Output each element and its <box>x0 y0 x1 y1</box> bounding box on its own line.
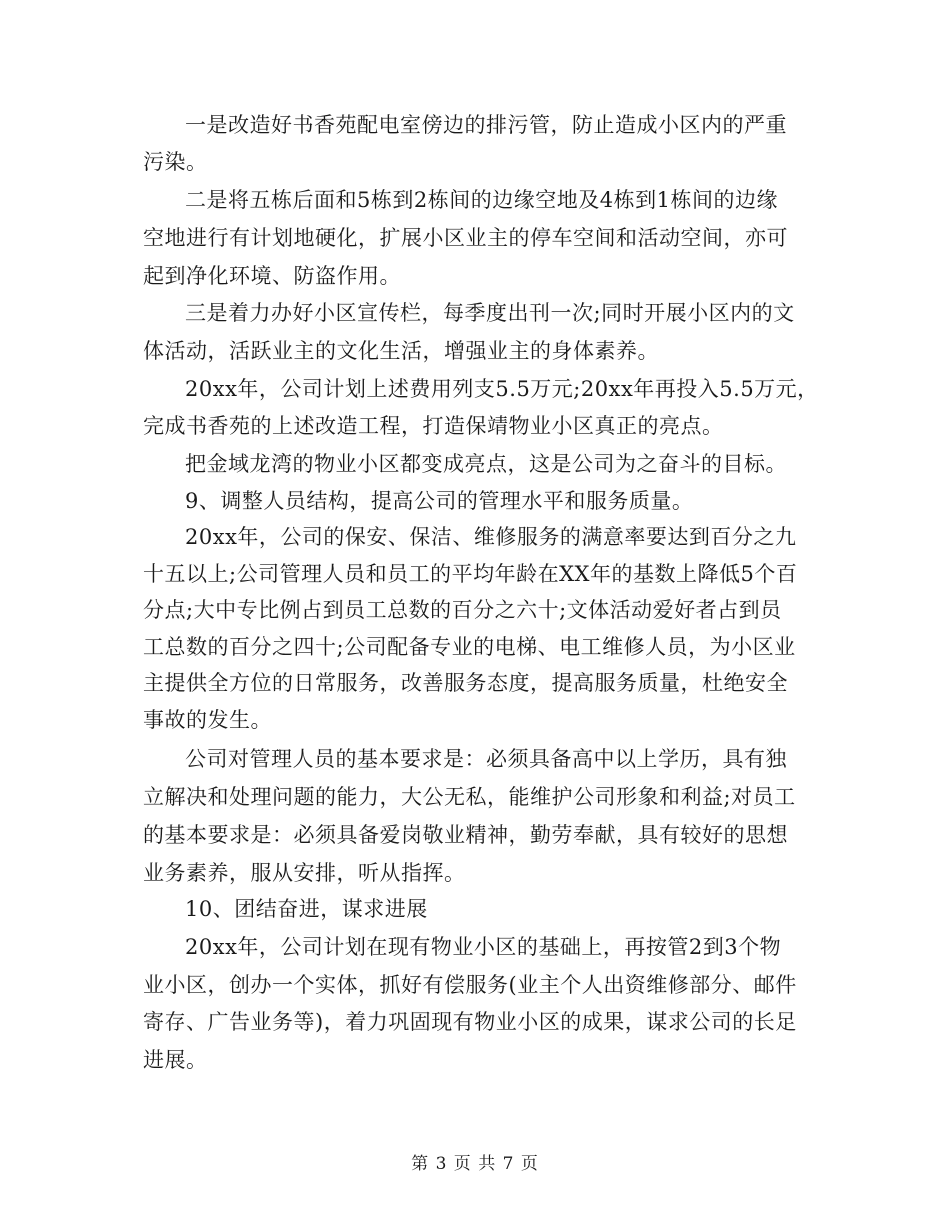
paragraph-line: 三是着力办好小区宣传栏，每季度出刊一次;同时开展小区内的文 <box>185 301 795 325</box>
paragraph-line: 20xx年，公司计划在现有物业小区的基础上，再按管2到3个物 <box>185 935 782 959</box>
paragraph-line: 寄存、广告业务等)，着力巩固现有物业小区的成果，谋求公司的长足 <box>143 1010 797 1034</box>
page-number-footer: 第 3 页 共 7 页 <box>411 1154 539 1174</box>
paragraph-line: 污染。 <box>143 150 208 174</box>
paragraph-line: 十五以上;公司管理人员和员工的平均年龄在XX年的基数上降低5个百 <box>143 562 798 586</box>
paragraph-line: 二是将五栋后面和5栋到2栋间的边缘空地及4栋到1栋间的边缘 <box>185 188 778 212</box>
paragraph-line: 立解决和处理问题的能力，大公无私，能维护公司形象和利益;对员工 <box>143 785 796 809</box>
paragraph-line: 业小区，创办一个实体，抓好有偿服务(业主个人出资维修部分、邮件 <box>143 973 797 997</box>
paragraph-line: 空地进行有计划地硬化，扩展小区业主的停车空间和活动空间，亦可 <box>143 226 788 250</box>
paragraph-line: 主提供全方位的日常服务，改善服务态度，提高服务质量，杜绝安全 <box>143 671 788 695</box>
section-heading: 9、调整人员结构，提高公司的管理水平和服务质量。 <box>185 489 694 513</box>
paragraph-line: 完成书香苑的上述改造工程，打造保靖物业小区真正的亮点。 <box>143 414 724 438</box>
paragraph-line: 把金域龙湾的物业小区都变成亮点，这是公司为之奋斗的目标。 <box>185 452 787 476</box>
paragraph-line: 事故的发生。 <box>143 708 272 732</box>
paragraph-line: 分点;大中专比例占到员工总数的百分之六十;文体活动爱好者占到员 <box>143 598 782 622</box>
paragraph-line: 20xx年，公司的保安、保洁、维修服务的满意率要达到百分之九 <box>185 525 797 549</box>
paragraph-line: 的基本要求是：必须具备爱岗敬业精神，勤劳奉献，具有较好的思想 <box>143 823 788 847</box>
paragraph-line: 工总数的百分之四十;公司配备专业的电梯、电工维修人员，为小区业 <box>143 635 796 659</box>
section-heading: 10、团结奋进，谋求进展 <box>185 897 428 921</box>
paragraph-line: 进展。 <box>143 1048 208 1072</box>
paragraph-line: 体活动，活跃业主的文化生活，增强业主的身体素养。 <box>143 339 659 363</box>
paragraph-line: 一是改造好书香苑配电室傍边的排污管，防止造成小区内的严重 <box>185 113 787 137</box>
paragraph-line: 20xx年，公司计划上述费用列支5.5万元;20xx年再投入5.5万元， <box>185 377 819 401</box>
paragraph-line: 起到净化环境、防盗作用。 <box>143 264 401 288</box>
paragraph-line: 公司对管理人员的基本要求是：必须具备高中以上学历，具有独 <box>185 747 787 771</box>
paragraph-line: 业务素养，服从安排，听从指挥。 <box>143 861 466 885</box>
